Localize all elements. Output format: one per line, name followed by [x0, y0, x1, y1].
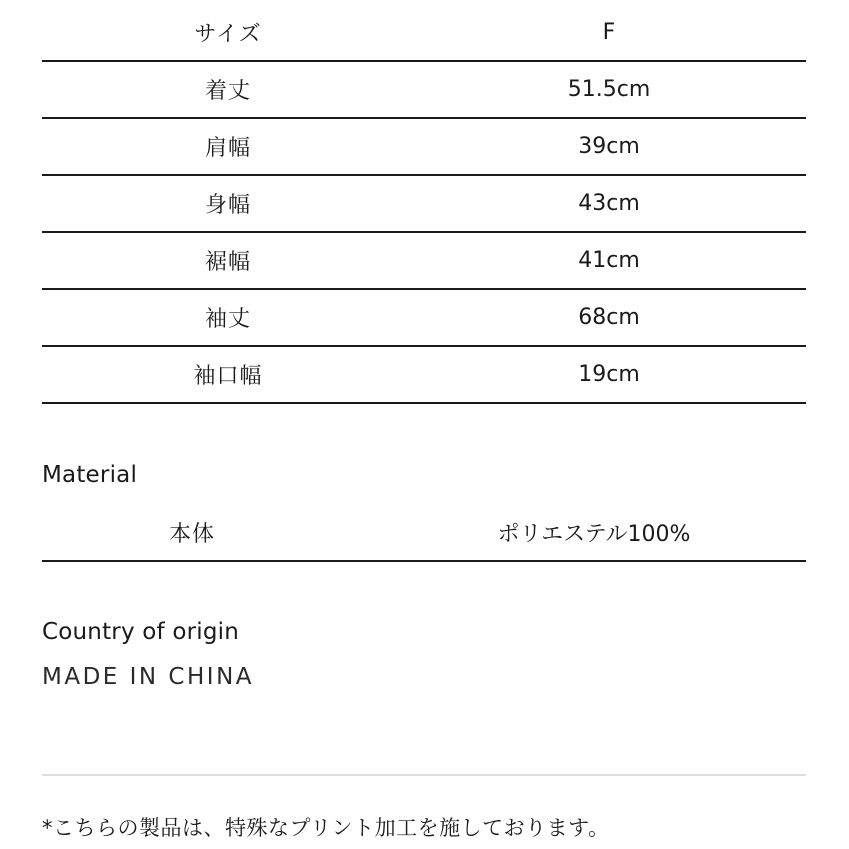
section-divider	[42, 774, 806, 776]
origin-value: MADE IN CHINA	[42, 664, 255, 690]
size-label: サイズ	[194, 22, 262, 47]
hem-value: 41cm	[578, 248, 640, 273]
size-row-length	[42, 62, 806, 119]
material-value: ポリエステル100%	[497, 522, 691, 547]
size-row-size	[42, 5, 806, 62]
sleeve-label: 袖丈	[204, 307, 251, 332]
sleeve-value: 68cm	[578, 305, 640, 330]
material-row-body	[42, 505, 806, 562]
care-note: *こちらの製品は、特殊なプリント加工を施しております。	[42, 816, 610, 840]
size-table	[42, 5, 806, 404]
cuff-label: 袖口幅	[193, 364, 263, 389]
material-table	[42, 505, 806, 562]
size-row-hem	[42, 233, 806, 290]
material-heading: Material	[42, 462, 138, 488]
cuff-value: 19cm	[578, 362, 640, 387]
length-value: 51.5cm	[567, 77, 651, 102]
size-row-cuff	[42, 347, 806, 404]
size-row-shoulder	[42, 119, 806, 176]
length-label: 着丈	[204, 79, 251, 104]
chest-value: 43cm	[578, 191, 640, 216]
shoulder-value: 39cm	[578, 134, 640, 159]
hem-label: 裾幅	[204, 250, 251, 275]
shoulder-label: 肩幅	[204, 136, 251, 161]
size-row-chest	[42, 176, 806, 233]
material-label: 本体	[168, 522, 215, 547]
chest-label: 身幅	[204, 193, 251, 218]
origin-heading: Country of origin	[42, 619, 240, 645]
size-row-sleeve	[42, 290, 806, 347]
size-value: F	[602, 20, 616, 45]
